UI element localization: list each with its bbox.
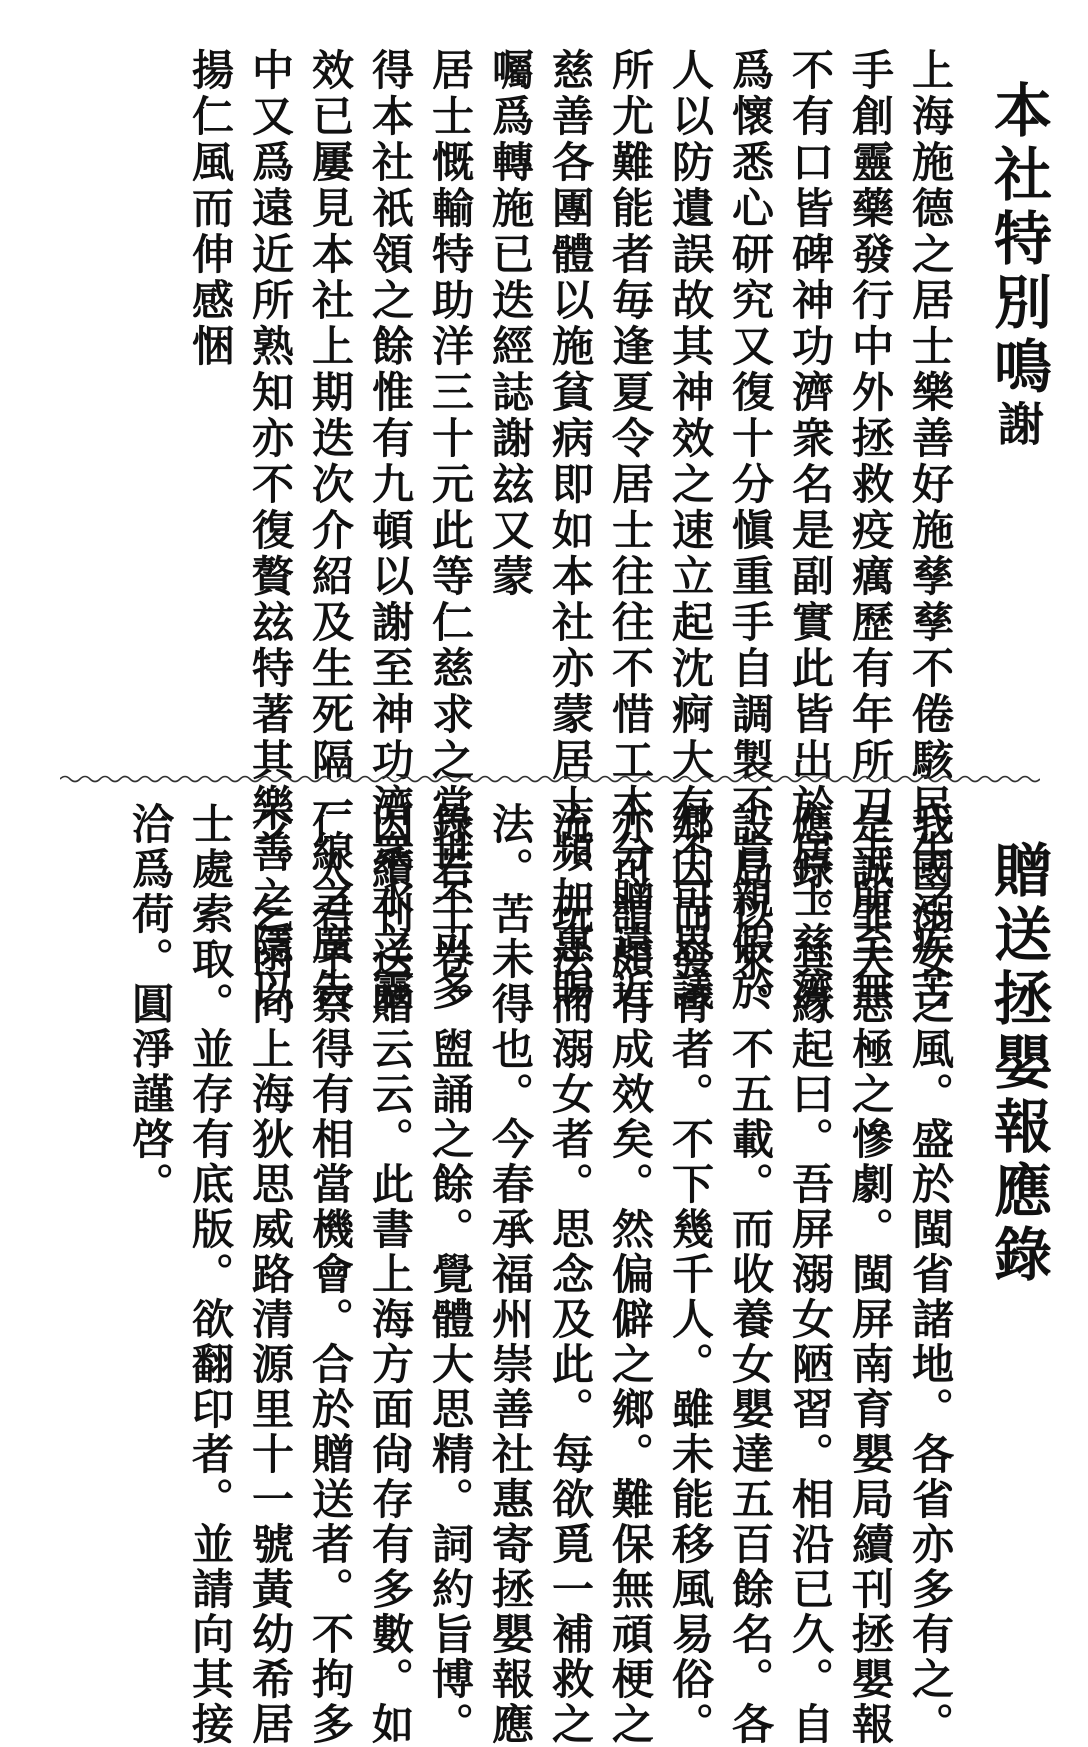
text-column: 所尤難能者毎逢夏令居士往往不惜工本分贈遠近 [606, 48, 655, 1014]
text-column: 流。玩法而溺女者。思念及此。每欲覓一補救之 [546, 802, 595, 1747]
wavy-divider [60, 772, 1040, 786]
title-end: 謝 [991, 400, 1045, 452]
text-column: 仁人君子察得有相當機會。合於贈送者。不拘多 [306, 802, 355, 1747]
text-column: 洽爲荷。圓淨謹啓。 [126, 802, 175, 1207]
text-column: 不有口皆碑神功濟衆名是副實此皆出於居士慈濟 [786, 48, 835, 1014]
text-column: 設局以來。不五載。而收養女嬰達五百餘名。各 [726, 802, 775, 1747]
text-column: 錄若干卷。盥誦之餘。覺體大思精。詞約旨博。 [426, 802, 475, 1747]
text-column: 士處索取。並存有底版。欲翻印者。並請向其接 [186, 802, 235, 1747]
text-column: 人以防遺誤故其神效之速立起沈痾大有不可思議 [666, 48, 715, 1014]
article-title: 贈送拯嬰報應錄 [984, 840, 1052, 1288]
text-column: 亦可謂頗有成效矣。然偏僻之鄉。難保無頑梗之 [606, 802, 655, 1747]
article-title [980, 80, 1050, 452]
text-column: 居士慨輸特助洋三十元此等仁慈求之當世不可多 [426, 48, 475, 1014]
text-column: 中又爲遠近所熟知亦不復贅玆特著其樂善之隱以 [246, 48, 295, 1014]
text-column: 少。乞函向上海狄思威路清源里十一號黃幼希居 [246, 802, 295, 1747]
text-column: 手創靈藥發行中外拯救疫癘歷有年所刀圭所至無 [846, 48, 895, 1014]
text-column: 鄉因而發育者。不下幾千人。雖未能移風易俗。 [666, 802, 715, 1747]
text-column: 囑爲轉施已迭經誌謝玆又蒙 [486, 48, 535, 600]
text-column: 應錄。其緣起曰。吾屏溺女陋習。相沿已久。自 [786, 802, 835, 1747]
text-column: 法。苦未得也。今春承福州崇善社惠寄拯嬰報應 [486, 802, 535, 1747]
article-infant-rescue [40, 800, 1052, 1747]
text-column: 揚仁風而伸感悃 [186, 48, 235, 370]
text-column: 是誠罪大惡極之慘劇。閩屏南育嬰局續刊拯嬰報 [846, 802, 895, 1747]
text-column: 爲懷悉心研究又復十分愼重手自調製不肯親假於 [726, 48, 775, 1014]
text-column: 上海施德之居士樂善好施孳孳不倦駭民生之疾苦 [906, 48, 955, 1014]
text-column: 因續刊送贈云云。此書上海方面尙存有多數。如 [366, 802, 415, 1747]
text-column: 慈善各團體以施貧病即如本社亦蒙居士頻加惠賜 [546, 48, 595, 1014]
text-column: 效已屢見本社上期迭次介紹及生死隔一線之廣告 [306, 48, 355, 1014]
text-column: 我國溺女之風。盛於閩省諸地。各省亦多有之。 [906, 802, 955, 1747]
text-column: 得本社祇領之餘惟有九頓以謝至神功濟衆水之靈 [366, 48, 415, 1014]
title-main: 本社特別鳴 [984, 80, 1052, 400]
